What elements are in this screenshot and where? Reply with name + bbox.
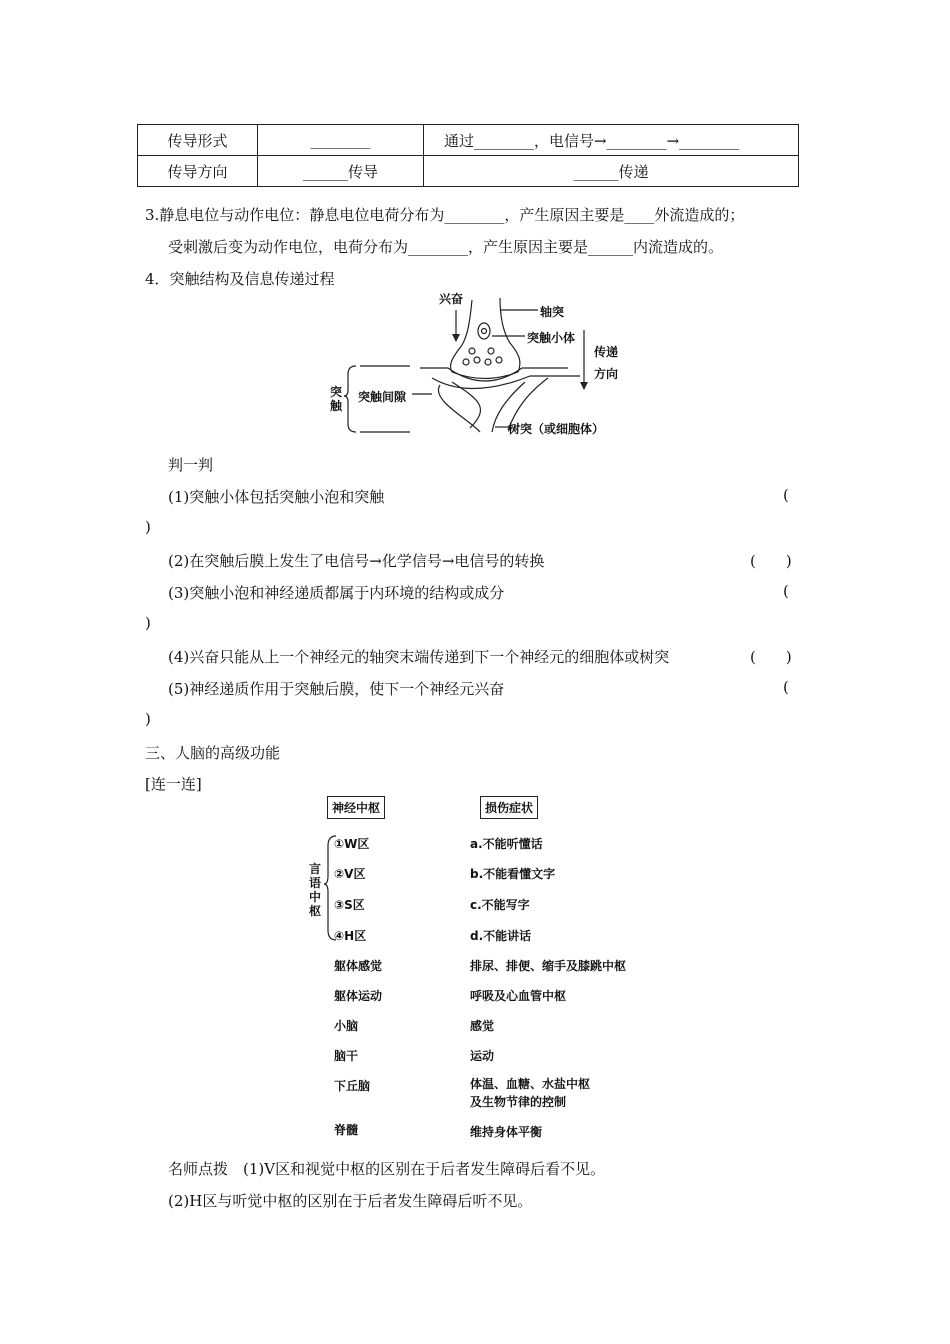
table-cell: ______传递 xyxy=(424,156,799,187)
judge-item-2: (2)在突触后膜上发生了电信号→化学信号→电信号的转换 xyxy=(168,552,545,570)
section3-heading: 三、人脑的高级功能 xyxy=(145,744,281,762)
speech-area-s: ③S区 xyxy=(334,898,365,912)
function-1: 排尿、排便、缩手及膝跳中枢 xyxy=(470,959,627,973)
speech-area-h: ④H区 xyxy=(334,929,367,943)
right-header: 损伤症状 xyxy=(480,796,538,819)
judge-paren-close: ) xyxy=(145,614,151,632)
judge-item-4: (4)兴奋只能从上一个神经元的轴突末端传递到下一个神经元的细胞体或树突 xyxy=(168,648,670,666)
speech-area-v: ②V区 xyxy=(334,867,366,881)
judge-paren-open: ( xyxy=(783,582,789,600)
item4-heading: 4．突触结构及信息传递过程 xyxy=(145,270,335,288)
judge-title: 判一判 xyxy=(168,456,214,474)
judge-paren-open: ( xyxy=(783,486,789,504)
label-direction-1: 传递 xyxy=(594,345,619,359)
center-1: 躯体感觉 xyxy=(334,959,383,973)
center-4: 脑干 xyxy=(334,1049,359,1063)
function-6: 维持身体平衡 xyxy=(470,1125,543,1139)
center-5: 下丘脑 xyxy=(334,1079,371,1093)
table-cell: ________ xyxy=(258,125,424,156)
judge-item-5: (5)神经递质作用于突触后膜，使下一个神经元兴奋 xyxy=(168,680,505,698)
table-cell: ______传导 xyxy=(258,156,424,187)
center-6: 脊髓 xyxy=(334,1123,359,1137)
symptom-b: b.不能看懂文字 xyxy=(470,867,556,881)
judge-item-3: (3)突触小泡和神经递质都属于内环境的结构或成分 xyxy=(168,584,505,602)
symptom-d: d.不能讲话 xyxy=(470,929,532,943)
tip-line-2: (2)H区与听觉中枢的区别在于后者发生障碍后听不见。 xyxy=(168,1192,533,1210)
table-cell: 传导形式 xyxy=(138,125,258,156)
label-synapse: 突触 xyxy=(330,385,343,413)
judge-paren: ( ) xyxy=(750,552,792,570)
center-3: 小脑 xyxy=(334,1019,359,1033)
label-excite: 兴奋 xyxy=(439,292,464,306)
tip-line-1: 名师点拨 (1)V区和视觉中枢的区别在于后者发生障碍后看不见。 xyxy=(168,1160,606,1178)
table-cell: 传导方向 xyxy=(138,156,258,187)
left-header: 神经中枢 xyxy=(327,796,385,819)
function-5-extra: 及生物节律的控制 xyxy=(470,1095,567,1109)
judge-paren: ( ) xyxy=(750,648,792,666)
symptom-a: a.不能听懂话 xyxy=(470,837,543,851)
judge-paren-close: ) xyxy=(145,518,151,536)
function-4: 运动 xyxy=(470,1049,495,1063)
item3-line1: 3.静息电位与动作电位：静息电位电荷分布为________，产生原因主要是____外流造成的； xyxy=(145,206,745,224)
function-5: 体温、血糖、水盐中枢 xyxy=(470,1077,591,1091)
judge-paren-close: ) xyxy=(145,710,151,728)
speech-area-w: ①W区 xyxy=(334,837,370,851)
function-2: 呼吸及心血管中枢 xyxy=(470,989,567,1003)
table-cell: 通过________，电信号→________→________ xyxy=(424,125,799,156)
label-direction-2: 方向 xyxy=(594,367,619,381)
item3-line2: 受刺激后变为动作电位，电荷分布为________，产生原因主要是______内流造成的。 xyxy=(168,238,724,256)
speech-label: 言语中枢 xyxy=(309,862,322,918)
judge-paren-open: ( xyxy=(783,678,789,696)
label-cleft: 突触间隙 xyxy=(358,390,407,404)
label-vesicle: 突触小体 xyxy=(527,331,576,345)
judge-item-1: (1)突触小体包括突触小泡和突触 xyxy=(168,488,385,506)
center-2: 躯体运动 xyxy=(334,989,383,1003)
label-axon: 轴突 xyxy=(540,305,565,319)
function-3: 感觉 xyxy=(470,1019,495,1033)
connect-label: [连一连] xyxy=(145,775,202,793)
label-dendrite: 树突（或细胞体） xyxy=(508,422,605,436)
symptom-c: c.不能写字 xyxy=(470,898,530,912)
